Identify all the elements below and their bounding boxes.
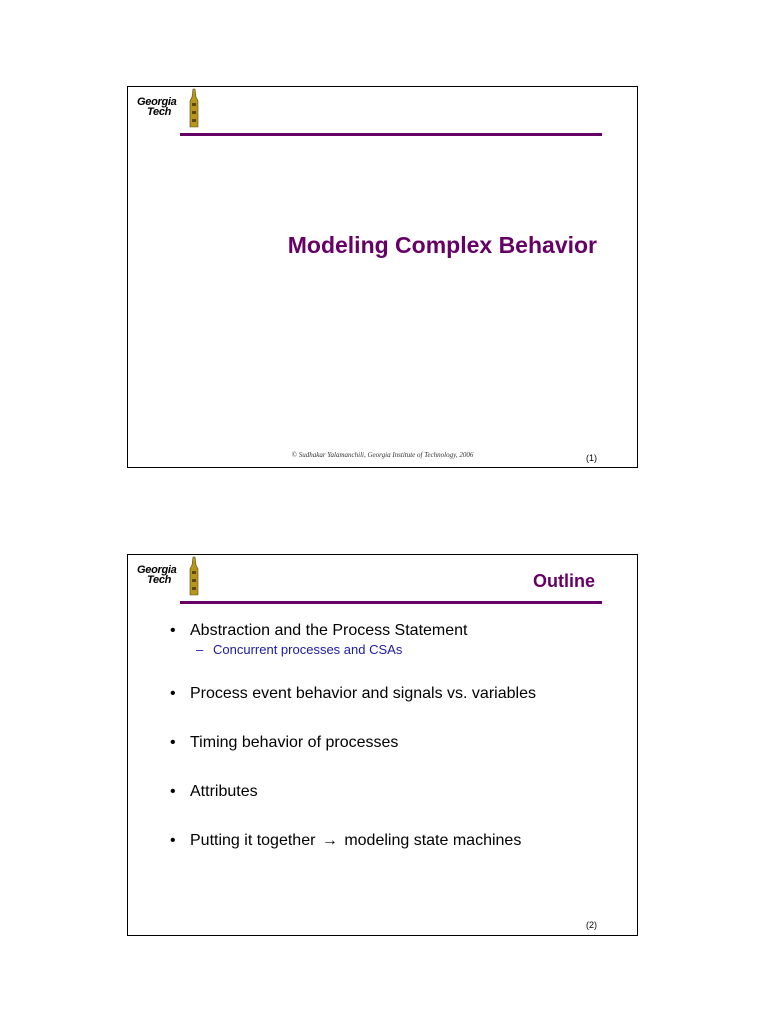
bullet-dot: • (170, 685, 176, 702)
logo-wordmark (137, 565, 176, 585)
list-item (170, 782, 610, 802)
header-rule (180, 601, 602, 604)
slide-title: Outline (533, 571, 595, 591)
bullet-dot: • (170, 832, 176, 849)
slide-title: Modeling Complex Behavior (287, 232, 597, 258)
logo-line-2: Tech (147, 106, 172, 118)
bullet-text: Timing behavior of processes (190, 734, 399, 751)
slide-1 (127, 86, 638, 468)
page-number: (2) (586, 920, 597, 930)
bullet-dot: • (170, 734, 176, 751)
bullet-dot: • (170, 783, 176, 800)
sub-list-item (170, 641, 610, 658)
header-rule (180, 133, 602, 136)
list-item (170, 733, 610, 753)
logo-line-1: Georgia (137, 96, 177, 108)
list-item (170, 684, 610, 704)
bullet-dot: • (170, 622, 176, 639)
page-number: (1) (586, 453, 597, 463)
bullet-text: Attributes (190, 783, 258, 800)
logo-line-2: Tech (147, 574, 172, 586)
bullet-text: Abstraction and the Process Statement (190, 622, 468, 639)
georgia-tech-logo (137, 87, 203, 131)
georgia-tech-logo (137, 555, 203, 599)
sub-bullet-dash: – (196, 642, 204, 657)
sub-bullet-text: Concurrent processes and CSAs (213, 642, 403, 657)
right-arrow-icon: → (321, 832, 338, 849)
list-item (170, 831, 610, 851)
logo-line-1: Georgia (137, 564, 177, 576)
bullet-text: Process event behavior and signals vs. variables (190, 685, 536, 702)
slide-2 (127, 554, 638, 936)
list-item (170, 621, 610, 641)
bullet-list (170, 621, 610, 880)
logo-wordmark (137, 97, 176, 117)
bullet-text-after: modeling state machines (344, 832, 522, 849)
bullet-text-before: Putting it together (190, 832, 316, 849)
copyright-notice: © Sudhakar Yalamanchili, Georgia Institute of Technology, 2006 (291, 451, 474, 459)
